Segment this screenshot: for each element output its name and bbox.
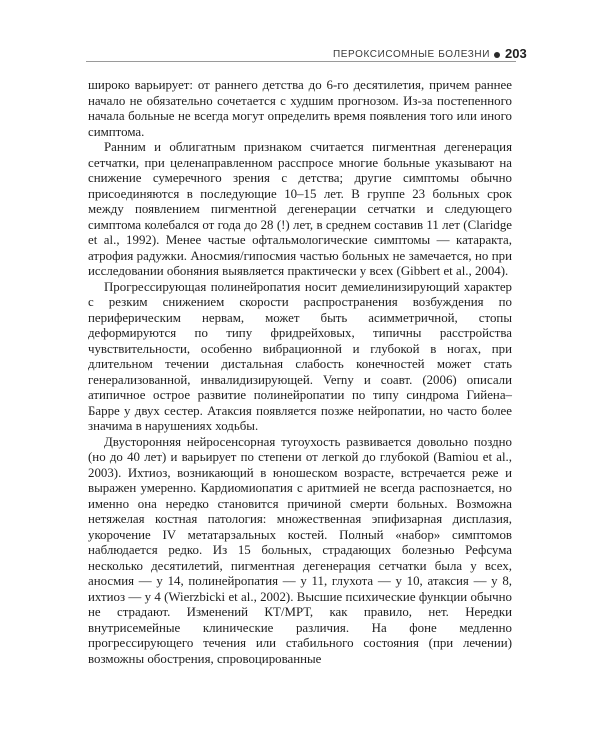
bullet-icon bbox=[494, 52, 500, 58]
paragraph-3: Прогрессирующая полинейропатия носит демиелинизирующий характер с резким снижением скорости распространения возбуждения по периферическим нервам, может быть асимметричной, стопы деформируются по типу фридрейховых, типичны расстройства чувствительности, особенно вибрационной и глубокой в ногах, при длительном течении дистальная слабость конечностей может стать генерализованной, инвалидизирующей. Verny и соавт. (2006) описали атипичное острое развитие полинейропатии по типу синдрома Гийена–Барре у двух сестер. Атаксия появляется позже нейропатии, но часто более значима в нарушениях ходьбы. bbox=[88, 279, 512, 433]
paragraph-1: широко варьирует: от раннего детства до 6-го десятилетия, причем раннее начало не обязательно сочетается с худшим прогнозом. Из-за постепенного начала больные не всегда могут определить время появления того или иного симптома. bbox=[88, 78, 512, 139]
page-number: 203 bbox=[505, 46, 527, 61]
paragraph-4: Двусторонняя нейросенсорная тугоухость развивается довольно поздно (но до 40 лет) и варьирует по степени от легкой до глубокой (Bamiou et al., 2003). Ихтиоз, возникающий в юношеском возрасте, встречается реже и выражен умеренно. Кардиомиопатия с аритмией не всегда распознается, но именно она нередко становится причиной смерти больных. Возможна нетяжелая костная патология: множественная эпифизарная дисплазия, укорочение IV метатарзальных костей. Полный «набор» симптомов наблюдается редко. Из 15 больных, страдающих болезнью Рефсума несколько десятилетий, пигментная дегенерация сетчатки была у всех, аносмия — у 14, полинейропатия — у 11, глухота — у 10, атаксия — у 8, ихтиоз — у 4 (Wierzbicki et al., 2002). Высшие психические функции обычно не страдают. Изменений КТ/МРТ, как правило, нет. Нередки внутрисемейные клинические различия. На фоне медленно прогрессирующего течения или стабильного состояния (при лечении) возможны обострения, спровоцированные bbox=[88, 434, 512, 666]
running-head-title: ПЕРОКСИСОМНЫЕ БОЛЕЗНИ bbox=[332, 49, 490, 60]
paragraph-2: Ранним и облигатным признаком считается пигментная дегенерация сетчатки, при целенаправленном расспросе многие больные указывают на снижение сумеречного зрения с детства; другие симптомы обычно присоединяются в последующие 10–15 лет. В группе 23 больных срок между появлением пигментной дегенерации сетчатки и следующего симптома колебался от года до 28 (!) лет, в среднем составив 11 лет (Claridge et al., 1992). Менее частые офтальмологические симптомы — катаракта, атрофия радужки. Аносмия/гипосмия частью больных не замечается, но при исследовании обоняния выявляется практически у всех (Gibbert et al., 2004). bbox=[88, 140, 512, 278]
header-rule bbox=[86, 61, 516, 62]
body-text bbox=[88, 78, 512, 667]
page-header bbox=[0, 0, 600, 70]
